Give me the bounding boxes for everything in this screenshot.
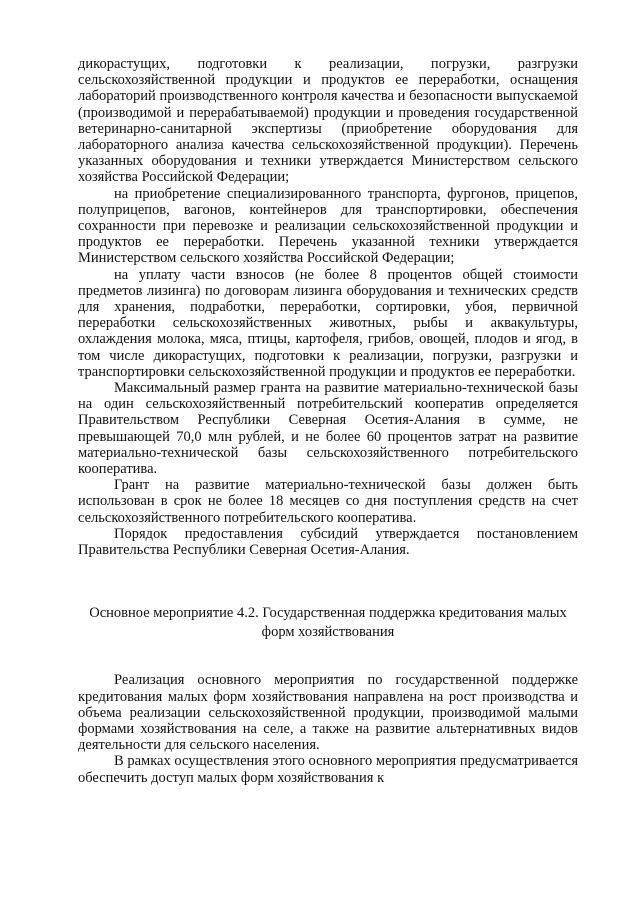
paragraph-grant-term: Грант на развитие материально-технической базы должен быть использован в срок не более 18 месяцев со дня поступления средств на счет сельскохозяйственного потребительского кооператива. <box>78 477 578 526</box>
paragraph-access: В рамках осуществления этого основного мероприятия предусматривается обеспечить доступ малых форм хозяйствования к <box>78 753 578 786</box>
paragraph-implementation: Реализация основного мероприятия по государственной поддержке кредитования малых форм хозяйствования направлена на рост производства и объема реализации сельскохозяйственной продукции, производимой малыми формами хозяйствования на селе, а также на развитие альтернативных видов деятельности для сельского населения. <box>78 672 578 754</box>
paragraph-leasing: на уплату части взносов (не более 8 процентов общей стоимости предметов лизинга) по договорам лизинга оборудования и технических средств для хранения, подработки, переработки, сортировки, убоя, первичной переработки сельскохозяйственных животных, рыбы и аквакультуры, охлаждения молока, мяса, птицы, картофеля, грибов, овощей, плодов и ягод, в том числе дикорастущих, подготовки к реализации, погрузки, разгрузки и транспортировки сельскохозяйственной продукции и продуктов ее переработки. <box>78 266 578 380</box>
paragraph-transport: на приобретение специализированного транспорта, фургонов, прицепов, полуприцепов, вагонов, контейнеров для транспортировки, обеспечения сохранности при перевозке и реализации сельскохозяйственной продукции и продуктов ее переработки. Перечень указанной техники утверждается Министерством сельского хозяйства Российской Федерации; <box>78 185 578 267</box>
section-spacer <box>78 558 578 604</box>
paragraph-equipment-list: дикорастущих, подготовки к реализации, погрузки, разгрузки сельскохозяйственной продукции и продуктов ее переработки, оснащения лабораторий производственного контроля качества и безопасности выпускаемой (производимой и перерабатываемой) продукции и проведения государственной ветеринарно-санитарной экспертизы (приобретение оборудования для лабораторного анализа качества сельскохозяйственной продукции). Перечень указанных оборудования и техники утверждается Министерством сельского хозяйства Российской Федерации; <box>78 56 578 186</box>
paragraph-subsidy-procedure: Порядок предоставления субсидий утверждается постановлением Правительства Республики Северная Осетия-Алания. <box>78 525 578 559</box>
heading-spacer <box>78 642 578 672</box>
section-heading: Основное мероприятие 4.2. Государственная поддержка кредитования малых форм хозяйствования <box>89 605 567 641</box>
paragraph-grant-maximum: Максимальный размер гранта на развитие материально-технической базы на один сельскохозяйственный потребительский кооператив определяется Правительством Республики Северная Осетия-Алания в сумме, не превышающей 70,0 млн рублей, и не более 60 процентов затрат на развитие материально-технической базы сельскохозяйственного потребительского кооператива. <box>78 380 578 478</box>
